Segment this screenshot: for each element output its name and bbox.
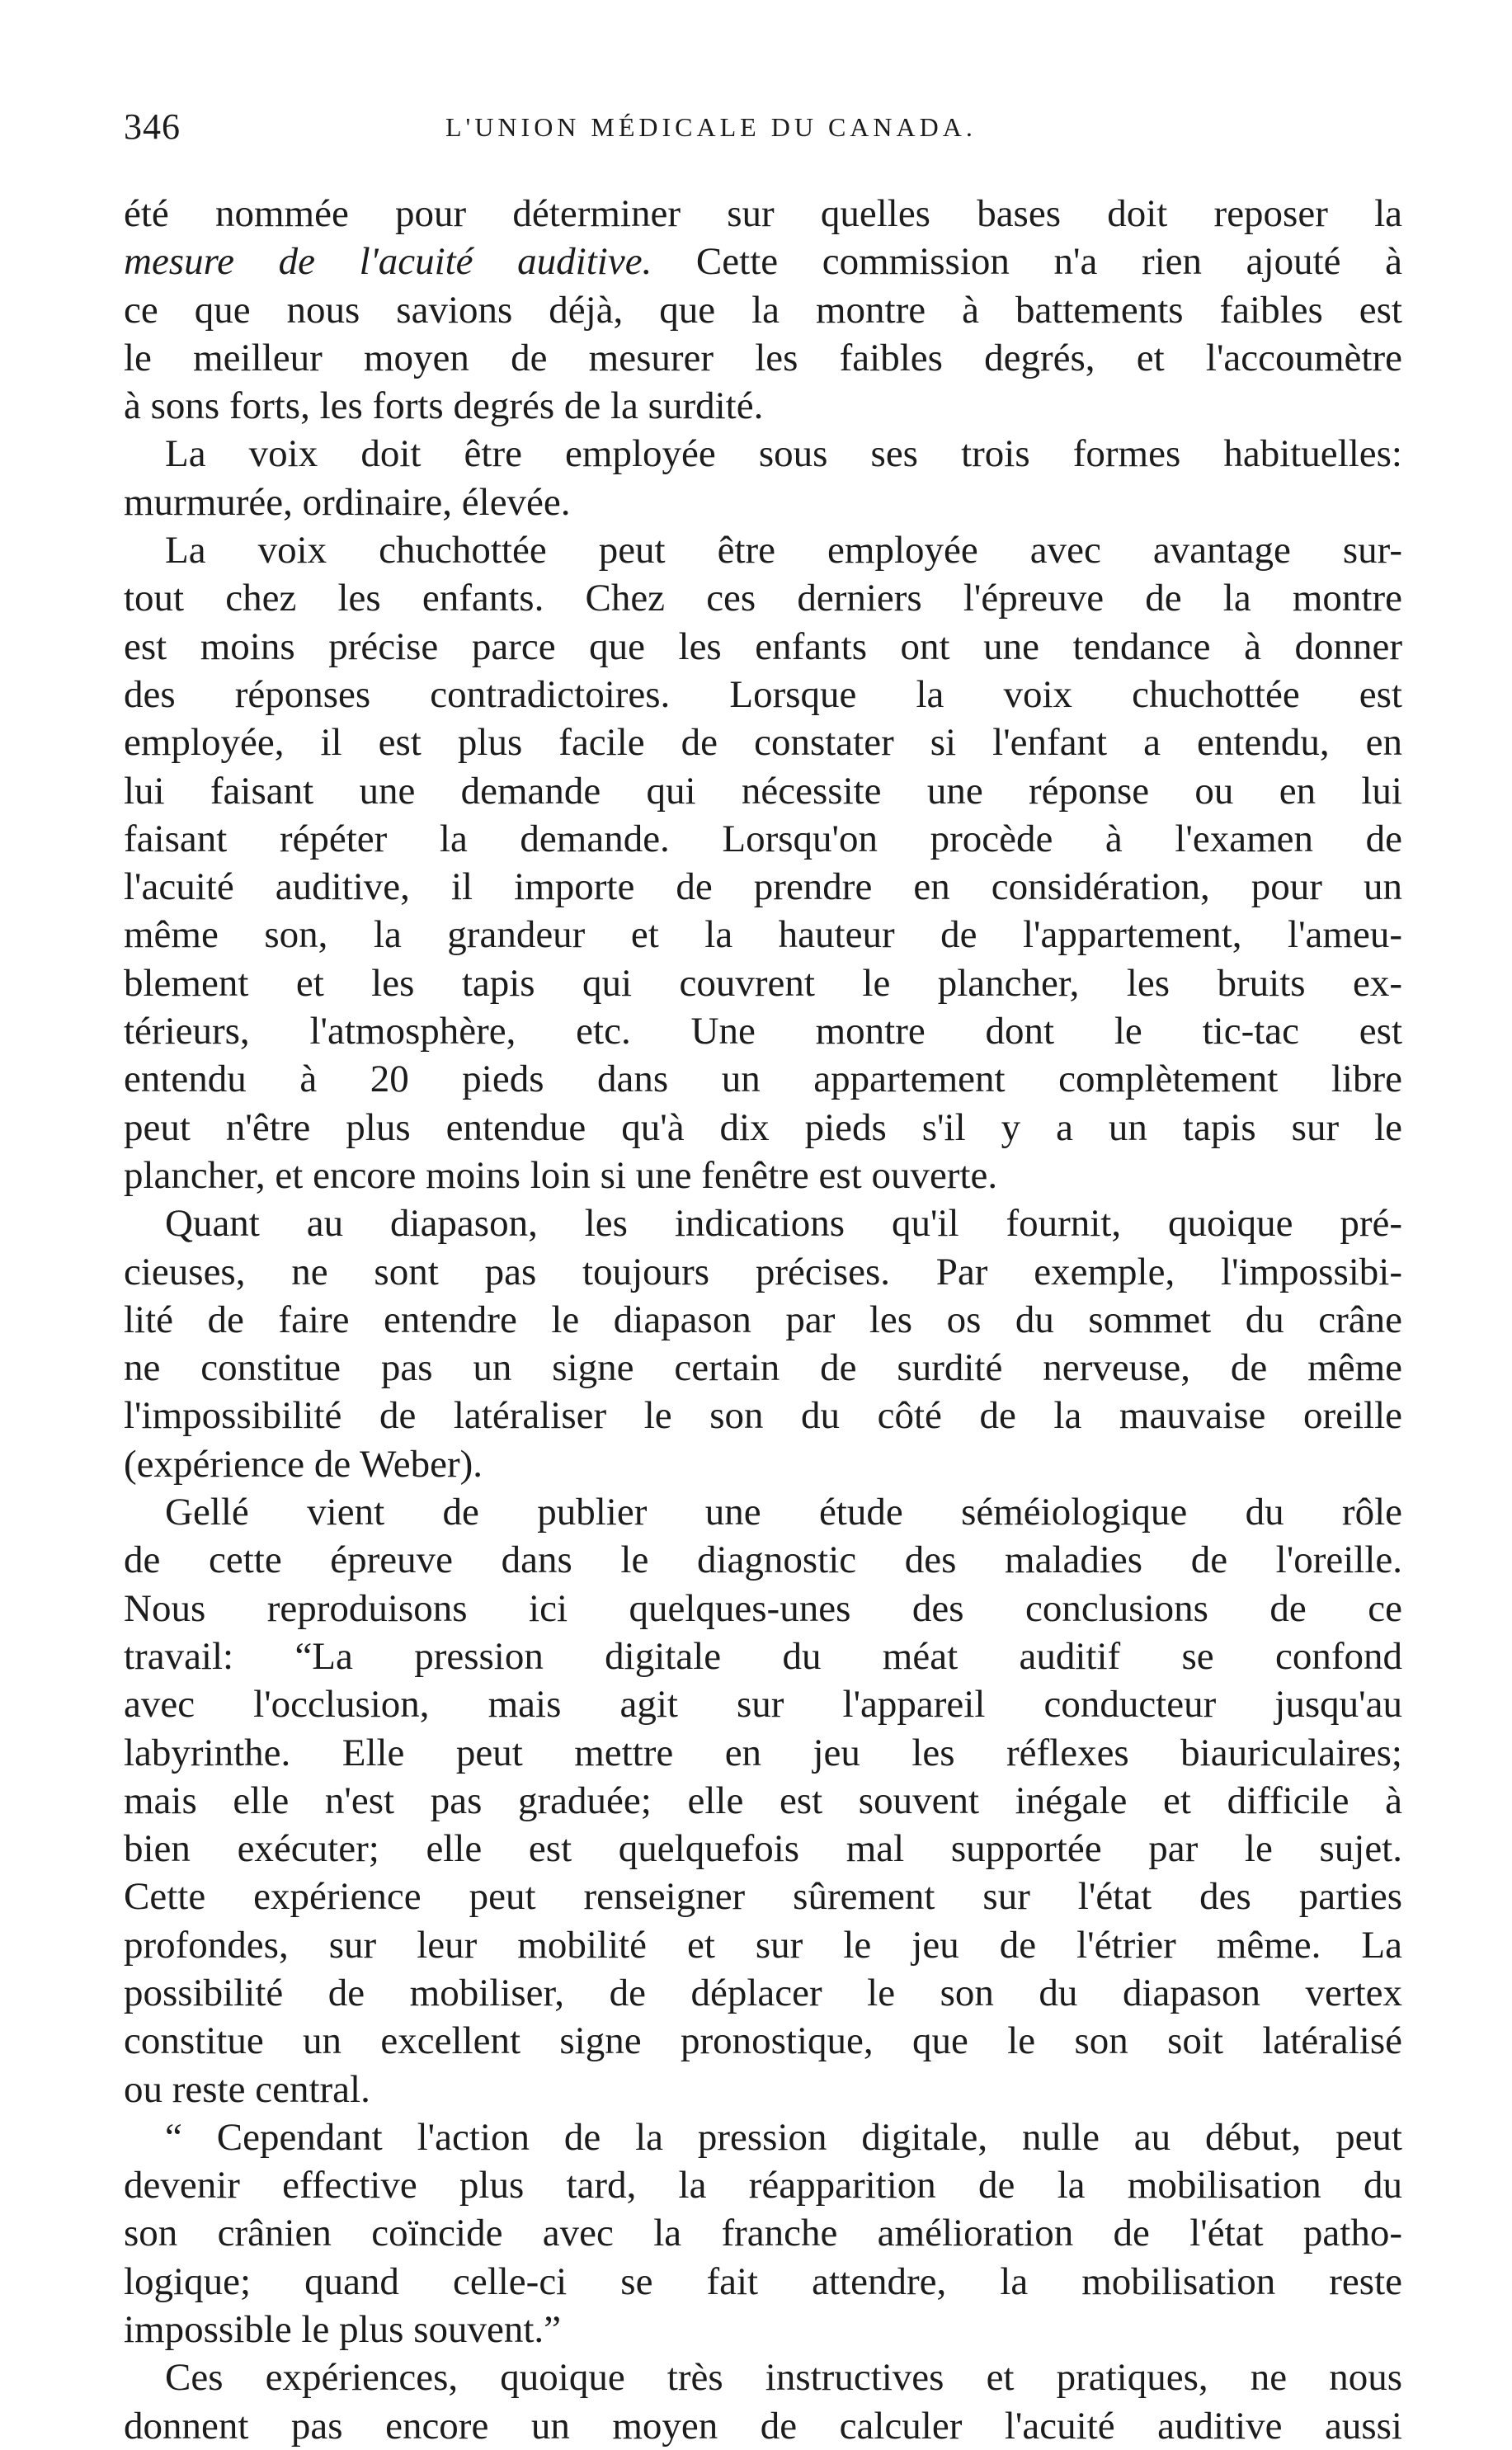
text-line: blement et les tapis qui couvrent le plancher, les bruits ex- (124, 961, 1402, 1005)
text-line: devenir effective plus tard, la réapparition de la mobilisation du (124, 2164, 1402, 2207)
text-line: mais elle n'est pas graduée; elle est souvent inégale et difficile à (124, 1779, 1402, 1822)
text-line: Ces expériences, quoique très instructives et pratiques, ne nous (165, 2356, 1402, 2400)
text-line: lité de faire entendre le diapason par les os du sommet du crâne (124, 1298, 1402, 1341)
text-line: travail: “La pression digitale du méat auditif se confond (124, 1634, 1402, 1678)
text-line: cieuses, ne sont pas toujours précises. Par exemple, l'impossibi- (124, 1250, 1402, 1293)
text-line: “ Cependant l'action de la pression digitale, nulle au début, peut (165, 2115, 1402, 2159)
text-line: peut n'être plus entendue qu'à dix pieds s'il y a un tapis sur le (124, 1105, 1402, 1149)
text-line: de cette épreuve dans le diagnostic des maladies de l'oreille. (124, 1538, 1402, 1582)
text-line: l'acuité auditive, il importe de prendre en considération, pour un (124, 865, 1402, 909)
text-line: est moins précise parce que les enfants ont une tendance à donner (124, 624, 1402, 668)
text-line: La voix chuchottée peut être employée avec avantage sur- (165, 529, 1402, 572)
line-text: Cette commission n'a rien ajouté à (652, 240, 1402, 284)
text-line: son crânien coïncide avec la franche amélioration de l'état patho- (124, 2212, 1402, 2255)
text-line: La voix doit être employée sous ses trois formes habituelles: (165, 432, 1402, 476)
text-line: employée, il est plus facile de constater si l'enfant a entendu, en (124, 721, 1402, 765)
page-header (124, 91, 1402, 157)
running-head: L'UNION MÉDICALE DU CANADA. (445, 112, 977, 142)
text-line: ne constitue pas un signe certain de surdité nerveuse, de même (124, 1346, 1402, 1390)
text-line: murmurée, ordinaire, élevée. (124, 480, 571, 524)
text-line: l'impossibilité de latéraliser le son du côté de la mauvaise oreille (124, 1394, 1402, 1438)
text-line: (expérience de Weber). (124, 1442, 483, 1486)
text-line: labyrinthe. Elle peut mettre en jeu les réflexes biauriculaires; (124, 1731, 1402, 1774)
text-line: logique; quand celle-ci se fait attendre, la mobilisation reste (124, 2259, 1402, 2303)
text-line: ou reste central. (124, 2067, 370, 2111)
body-text (124, 190, 1402, 2450)
text-line: bien exécuter; elle est quelquefois mal supportée par le sujet. (124, 1827, 1402, 1871)
text-line: été nommée pour déterminer sur quelles bases doit reposer la (124, 192, 1402, 235)
text-line: le meilleur moyen de mesurer les faibles degrés, et l'accoumètre (124, 336, 1402, 379)
text-line: Gellé vient de publier une étude séméiologique du rôle (165, 1491, 1402, 1534)
text-line: avec l'occlusion, mais agit sur l'appareil conducteur jusqu'au (124, 1683, 1402, 1727)
text-line: des réponses contradictoires. Lorsque la voix chuchottée est (124, 672, 1402, 716)
text-line: ce que nous savions déjà, que la montre à battements faibles est (124, 288, 1402, 332)
text-line: impossible le plus souvent.” (124, 2308, 562, 2352)
book-page (124, 91, 1402, 2448)
text-line: même son, la grandeur et la hauteur de l'appartement, l'ameu- (124, 913, 1402, 957)
text-line: lui faisant une demande qui nécessite une réponse ou en lui (124, 769, 1402, 813)
text-line: Quant au diapason, les indications qu'il fournit, quoique pré- (165, 1202, 1402, 1246)
text-line: faisant répéter la demande. Lorsqu'on procède à l'examen de (124, 817, 1402, 860)
text-line: donnent pas encore un moyen de calculer l'acuité auditive aussi (124, 2404, 1402, 2448)
text-line: entendu à 20 pieds dans un appartement complètement libre (124, 1058, 1402, 1101)
text-line: plancher, et encore moins loin si une fenêtre est ouverte. (124, 1153, 998, 1197)
text-line: térieurs, l'atmosphère, etc. Une montre dont le tic-tac est (124, 1010, 1402, 1053)
text-line: à sons forts, les forts degrés de la surdité. (124, 384, 764, 428)
text-line: profondes, sur leur mobilité et sur le jeu de l'étrier même. La (124, 1923, 1402, 1967)
text-line: tout chez les enfants. Chez ces derniers l'épreuve de la montre (124, 577, 1402, 620)
page-number: 346 (124, 106, 181, 147)
text-line: Nous reproduisons ici quelques-unes des conclusions de ce (124, 1586, 1402, 1630)
text-line: Cette expérience peut renseigner sûrement sur l'état des parties (124, 1875, 1402, 1919)
text-line (124, 238, 1402, 285)
italic-text: mesure de l'acuité auditive. (124, 240, 652, 284)
text-line: constitue un excellent signe pronostique, que le son soit latéralisé (124, 2019, 1402, 2063)
text-line: possibilité de mobiliser, de déplacer le son du diapason vertex (124, 1971, 1402, 2014)
